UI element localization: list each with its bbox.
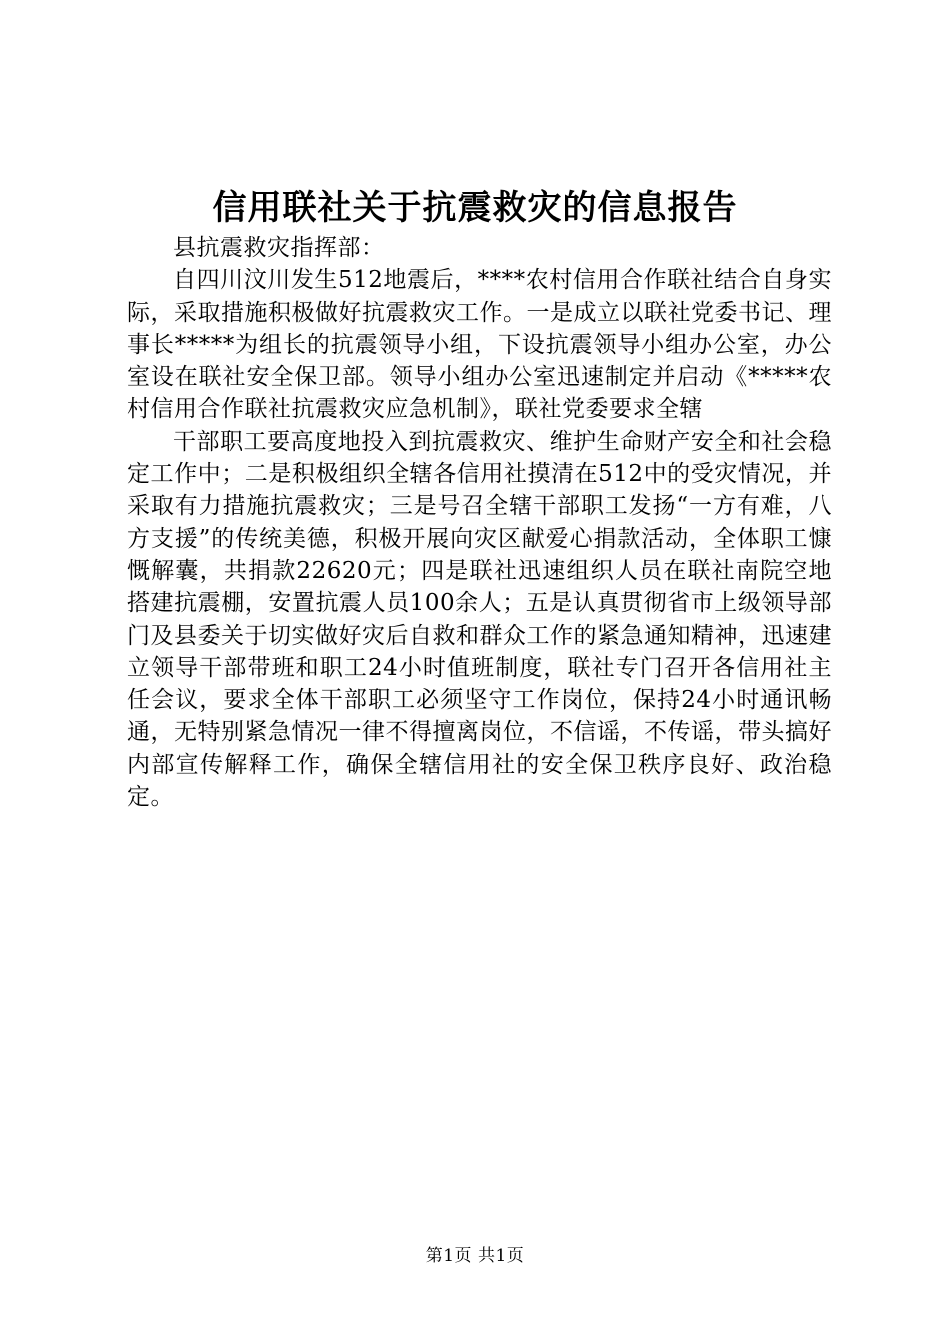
- document-body: [127, 232, 832, 813]
- salutation: 县抗震救灾指挥部：: [173, 235, 385, 261]
- document-title: 信用联社关于抗震救灾的信息报告: [212, 188, 738, 228]
- page-footer: 第1页 共1页: [425, 1246, 525, 1266]
- body-paragraph-2: 干部职工要高度地投入到抗震救灾、维护生命财产安全和社会稳定工作中；二是积极组织全辖各信用社摸清在512中的受灾情况，并采取有力措施抗震救灾；三是号召全辖干部职工发扬“一方有难，八方支援”的传统美德，积极开展向灾区献爱心捐款活动，全体职工慷慨解囊，共捐款22620元；四是联社迅速组织人员在联社南院空地搭建抗震棚，安置抗震人员100余人；五是认真贯彻省市上级领导部门及县委关于切实做好灾后自救和群众工作的紧急通知精神，迅速建立领导干部带班和职工24小时值班制度，联社专门召开各信用社主任会议，要求全体干部职工必须坚守工作岗位，保持24小时通讯畅通，无特别紧急情况一律不得擅离岗位，不信谣，不传谣，带头搞好内部宣传解释工作，确保全辖信用社的安全保卫秩序良好、政治稳定。: [127, 428, 832, 811]
- body-paragraph-1: 自四川汶川发生512地震后，****农村信用合作联社结合自身实际，采取措施积极做好抗震救灾工作。一是成立以联社党委书记、理事长*****为组长的抗震领导小组，下设抗震领导小组办公室，办公室设在联社安全保卫部。领导小组办公室迅速制定并启动《*****农村信用合作联社抗震救灾应急机制》，联社党委要求全辖: [127, 267, 832, 423]
